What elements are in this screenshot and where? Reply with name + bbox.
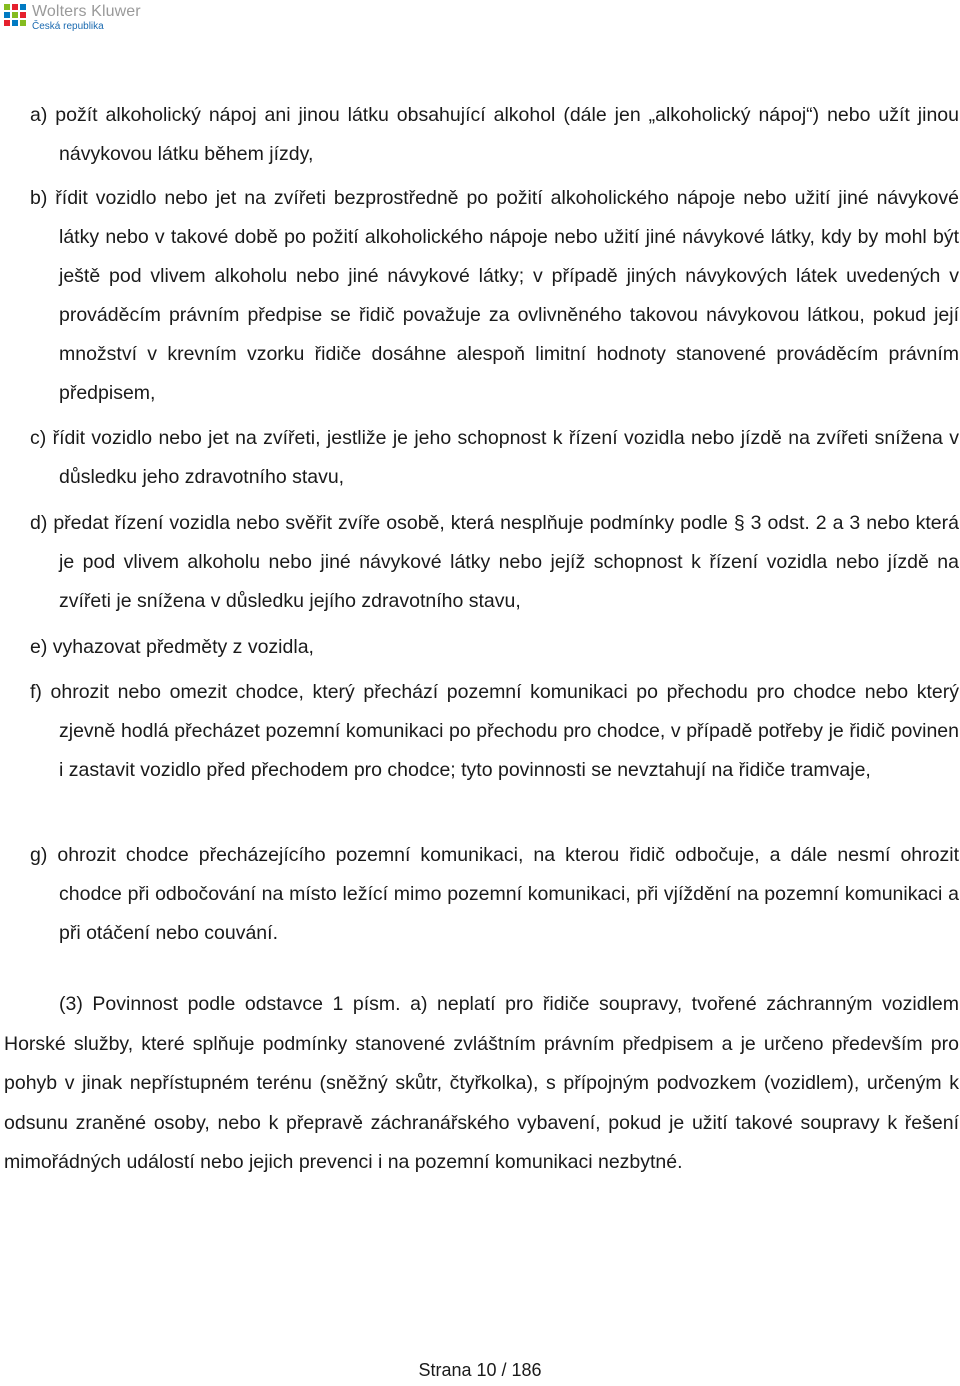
wolters-kluwer-logo-icon xyxy=(4,4,26,26)
list-item-b xyxy=(30,179,959,413)
list-item-text: c) řídit vozidlo nebo jet na zvířeti, jestliže je jeho schopnost k řízení vozidla nebo jízdě na zvířeti snížena v důsledku jeho zdravotního stavu, xyxy=(30,427,959,488)
page-number: Strana 10 / 186 xyxy=(418,1360,542,1380)
list-item-text: e) vyhazovat předměty z vozidla, xyxy=(30,636,314,658)
list-item-text: f) ohrozit nebo omezit chodce, který přechází pozemní komunikaci po přechodu pro chodce nebo který zjevně hodlá přecházet pozemní komunikaci po přechodu pro chodce, v případě potřeby je řidič povinen i zastavit vozidlo před přechodem pro chodce; tyto povinnosti se nevztahují na řidiče tramvaje, xyxy=(30,681,959,781)
list-item-e xyxy=(30,628,959,667)
list-item-text: d) předat řízení vozidla nebo svěřit zvíře osobě, která nesplňuje podmínky podle § 3 odst. 2 a 3 nebo která je pod vlivem alkoholu nebo jiné návykové látky nebo jejíž schopnost k řízení vozidla nebo jízdě na zvířeti je snížena v důsledku jejího zdravotního stavu, xyxy=(30,512,959,612)
publisher-logo xyxy=(4,4,141,32)
brand-region: Česká republika xyxy=(32,21,104,32)
list-item-a xyxy=(30,96,959,174)
list-item-text: a) požít alkoholický nápoj ani jinou látku obsahující alkohol (dále jen „alkoholický nápoj“) nebo užít jinou návykovou látku během jízdy, xyxy=(30,104,959,165)
list-item-g xyxy=(30,836,959,953)
paragraph-3: (3) Povinnost podle odstavce 1 písm. a) neplatí pro řidiče soupravy, tvořené záchranným vozidlem Horské služby, které splňuje podmínky stanovené zvláštním právním předpisem a je určeno především pro pohyb v jinak nepřístupném terénu (sněžný skůtr, čtyřkolka), s přípojným podvozkem (vozidlem), určeným k odsunu zraněné osoby, nebo k přepravě záchranářského vybavení, pokud je užití takové soupravy k řešení mimořádných událostí nebo jejich prevenci i na pozemní komunikaci nezbytné. xyxy=(4,993,959,1173)
brand-name: Wolters Kluwer xyxy=(32,3,141,20)
list-item-f xyxy=(30,673,959,790)
list-item-d xyxy=(30,504,959,621)
list-item-text: b) řídit vozidlo nebo jet na zvířeti bezprostředně po požití alkoholického nápoje nebo užití jiné návykové látky nebo v takové době po požití alkoholického nápoje nebo užití jiné návykové látky, kdy by mohl být ještě pod vlivem alkoholu nebo jiné návykové látky; v případě jiných návykových látek uvedených v prováděcím právním předpise se řidič považuje za ovlivněného takovou návykovou látkou, pokud její množství v krevním vzorku řidiče dosáhne alespoň limitní hodnoty stanovené prováděcím právním předpisem, xyxy=(30,187,959,404)
list-item-c xyxy=(30,419,959,497)
list-item-text: g) ohrozit chodce přecházejícího pozemní komunikaci, na kterou řidič odbočuje, a dále nesmí ohrozit chodce při odbočování na místo ležící mimo pozemní komunikaci, při vjíždění na pozemní komunikaci a při otáčení nebo couvání. xyxy=(30,844,959,944)
